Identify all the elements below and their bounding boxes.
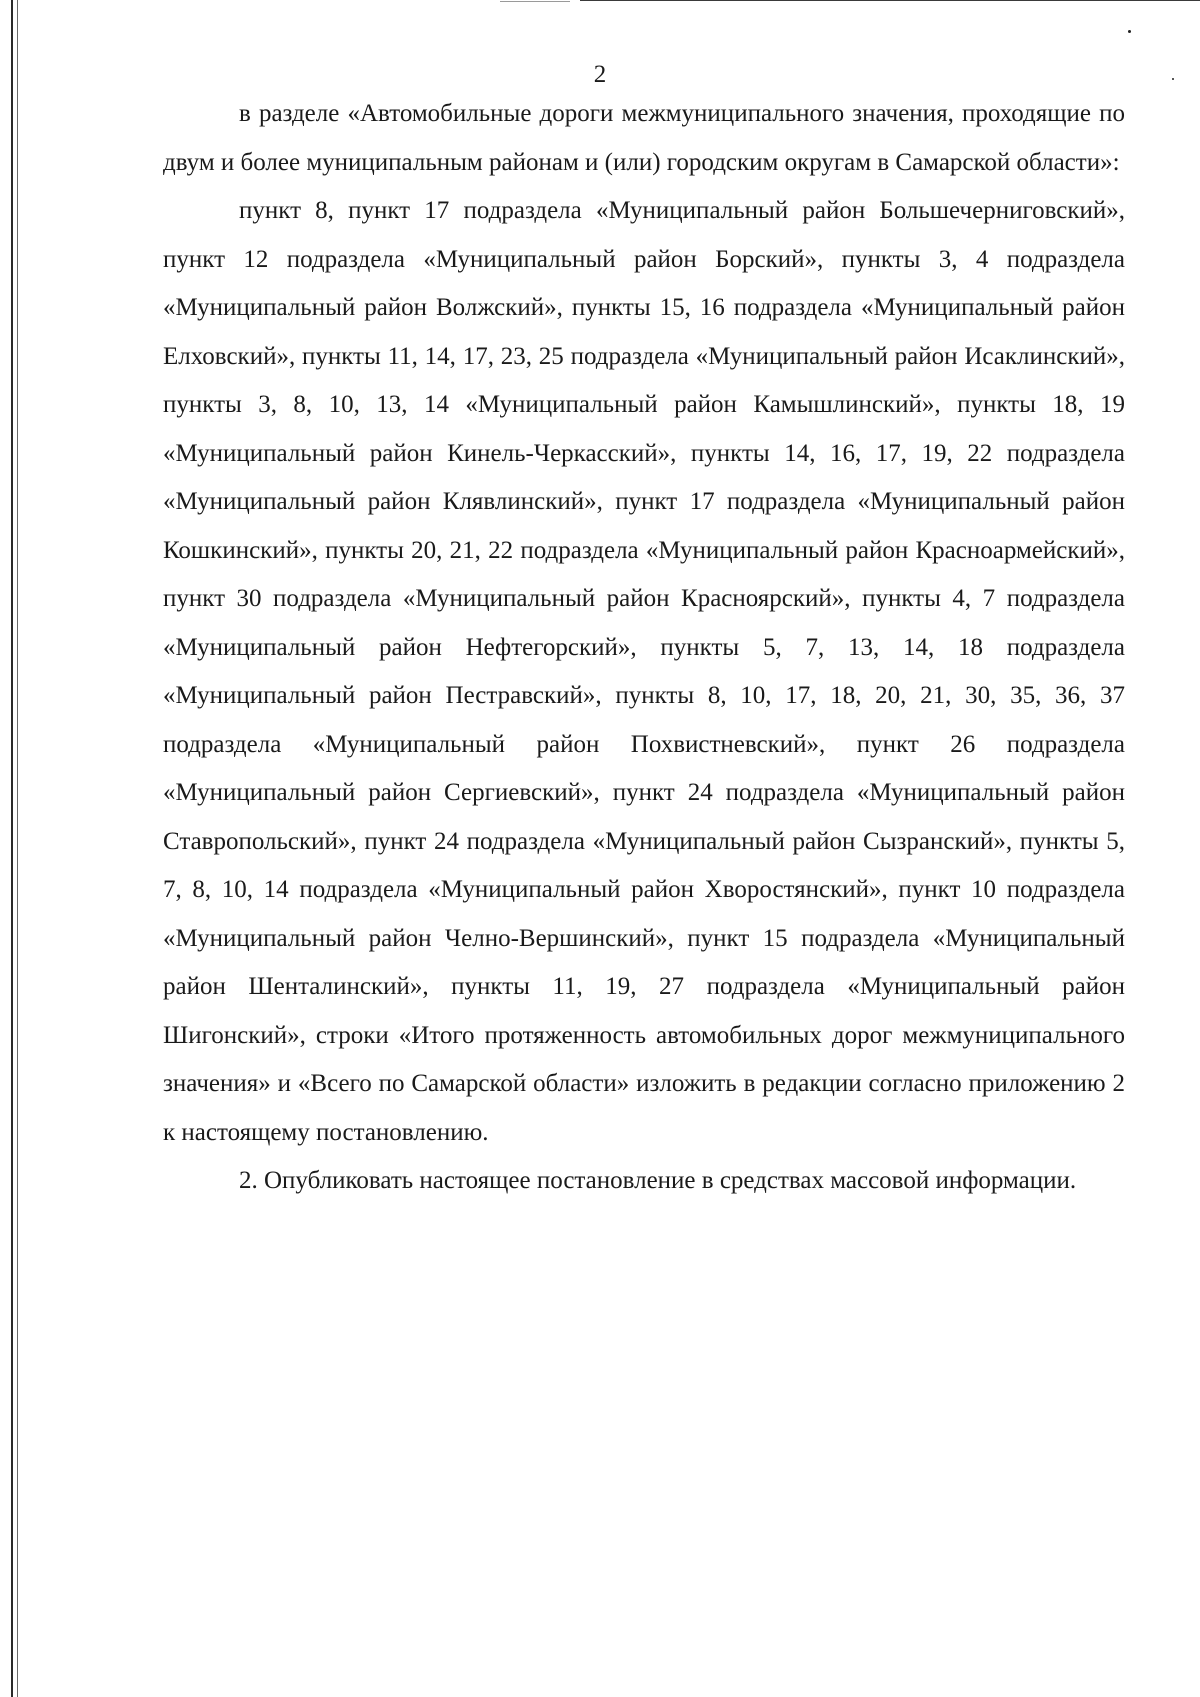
scan-edge-line xyxy=(11,0,13,1697)
page-number: 2 xyxy=(593,61,607,88)
scan-top-line xyxy=(580,0,1200,1)
scan-speck xyxy=(1128,30,1131,33)
paragraph-publish: 2. Опубликовать настоящее постановление в средствах массовой информации. xyxy=(239,1167,1077,1194)
scan-top-line-secondary xyxy=(500,1,570,2)
document-body xyxy=(163,90,1125,1206)
paragraph-section-intro: в разделе «Автомобильные дороги межмуниципального значения, проходящие по двум и более муниципальным районам и (или) городским округам в Самарской области»: xyxy=(163,100,1125,176)
paragraph-items-list: пункт 8, пункт 17 подраздела «Муниципальный район Большечерниговский», пункт 12 подраздела «Муниципальный район Борский», пункты 3, 4 подраздела «Муниципальный район Волжский», пункты 15, 16 подраздела «Муниципальный район Елховский», пункты 11, 14, 17, 23, 25 подраздела «Муниципальный район Исаклинский», пункты 3, 8, 10, 13, 14 «Муниципальный район Камышлинский», пункты 18, 19 «Муниципальный район Кинель-Черкасский», пункты 14, 16, 17, 19, 22 подраздела «Муниципальный район Клявлинский», пункт 17 подраздела «Муниципальный район Кошкинский», пункты 20, 21, 22 подраздела «Муниципальный район Красноармейский», пункт 30 подраздела «Муниципальный район Красноярский», пункты 4, 7 подраздела «Муниципальный район Нефтегорский», пункты 5, 7, 13, 14, 18 подраздела «Муниципальный район Пестравский», пункты 8, 10, 17, 18, 20, 21, 30, 35, 36, 37 подраздела «Муниципальный район Похвистневский», пункт 26 подраздела «Муниципальный район Сергиевский», пункт 24 подраздела «Муниципальный район Ставропольский», пункт 24 подраздела «Муниципальный район Сызранский», пункты 5, 7, 8, 10, 14 подраздела «Муниципальный район Хворостянский», пункт 10 подраздела «Муниципальный район Челно-Вершинский», пункт 15 подраздела «Муниципальный район Шенталинский», пункты 11, 19, 27 подраздела «Муниципальный район Шигонский», строки «Итого протяженность автомобильных дорог межмуниципального значения» и «Всего по Самарской области» изложить в редакции согласно приложению 2 к настоящему постановлению. xyxy=(163,197,1125,1146)
scan-edge-line-secondary xyxy=(17,0,18,1697)
